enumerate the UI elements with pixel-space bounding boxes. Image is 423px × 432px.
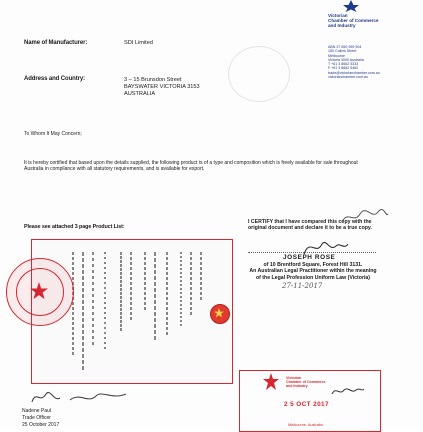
rotated-text-line: [144, 252, 146, 312]
rotated-text-line: [130, 252, 132, 322]
address-value: 3 – 15 Brunsdon Street BAYSWATER VICTORIA 3153 AUSTRALIA: [124, 77, 200, 97]
rotated-text-line: [92, 252, 94, 347]
rotated-text-line: [104, 252, 106, 352]
stamp-city: Melbourne, Australia: [288, 423, 323, 427]
signatory-title: Trade Officer: [22, 415, 51, 421]
rotated-text-line: [72, 252, 74, 357]
stamp-org: Victorian Chamber of Commerce and Industry: [286, 376, 326, 389]
rotated-text-line: [180, 252, 182, 327]
certify-statement: I CERTIFY that I have compared this copy with the original document and declare it to be a true copy.: [248, 219, 372, 232]
chamber-star-icon: [336, 0, 366, 12]
certification-paragraph: It is hereby certified that based upon the details supplied, the following product is of a type and composition which is freely available for sale throughout Australia in compliance with all statutory requirements, and is available for export.: [24, 160, 358, 173]
rotated-text-line: [154, 252, 156, 342]
practitioner-address: of 10 Brentford Square, Forest Hill 3131. An Australian Legal Practitioner within the meaning of the Legal Profession Uniform Law (Victoria): [249, 262, 377, 281]
rotated-text-line: [166, 252, 168, 337]
rotated-text-line: [120, 252, 122, 332]
manufacturer-value: SDI Limited: [124, 40, 153, 46]
handwritten-stamp-signature: [330, 384, 366, 398]
rotated-text-line: [82, 252, 84, 372]
signatory-name: Nadene Paul: [22, 408, 51, 414]
rotated-text-line: [200, 252, 202, 302]
practitioner-name: JOSEPH ROSE: [283, 254, 336, 261]
salutation: To Whom It May Concern;: [24, 131, 82, 137]
product-list-label: Please see attached 3 page Product List:: [24, 224, 125, 230]
address-label: Address and Country:: [24, 76, 86, 82]
stamp-star-icon: [260, 373, 282, 391]
signature-line: [248, 252, 376, 253]
stamp-star-icon: [30, 282, 48, 300]
handwritten-date: 27-11-2017: [282, 282, 323, 290]
manufacturer-label: Name of Manufacturer:: [24, 40, 88, 46]
chamber-address: ABN 37 650 959 904 150 Collins Street Melbourne Victoria 3000 Australia T +61 3 8662 5333 F +61 3 8662 5462 trade@victorianchamber.com.au victorianchamber.com.au: [328, 45, 380, 80]
chamber-date-stamp: [239, 370, 381, 432]
faint-seal: [228, 46, 290, 102]
seal-star-icon: [214, 308, 224, 318]
chamber-name: Victorian Chamber of Commerce and Industry: [328, 13, 379, 29]
handwritten-initials: [340, 208, 390, 226]
handwritten-signature-paul: [30, 386, 130, 408]
stamp-date: 2 5 OCT 2017: [284, 401, 329, 408]
signatory-date: 25 October 2017: [22, 422, 60, 428]
rotated-text-line: [190, 252, 192, 317]
